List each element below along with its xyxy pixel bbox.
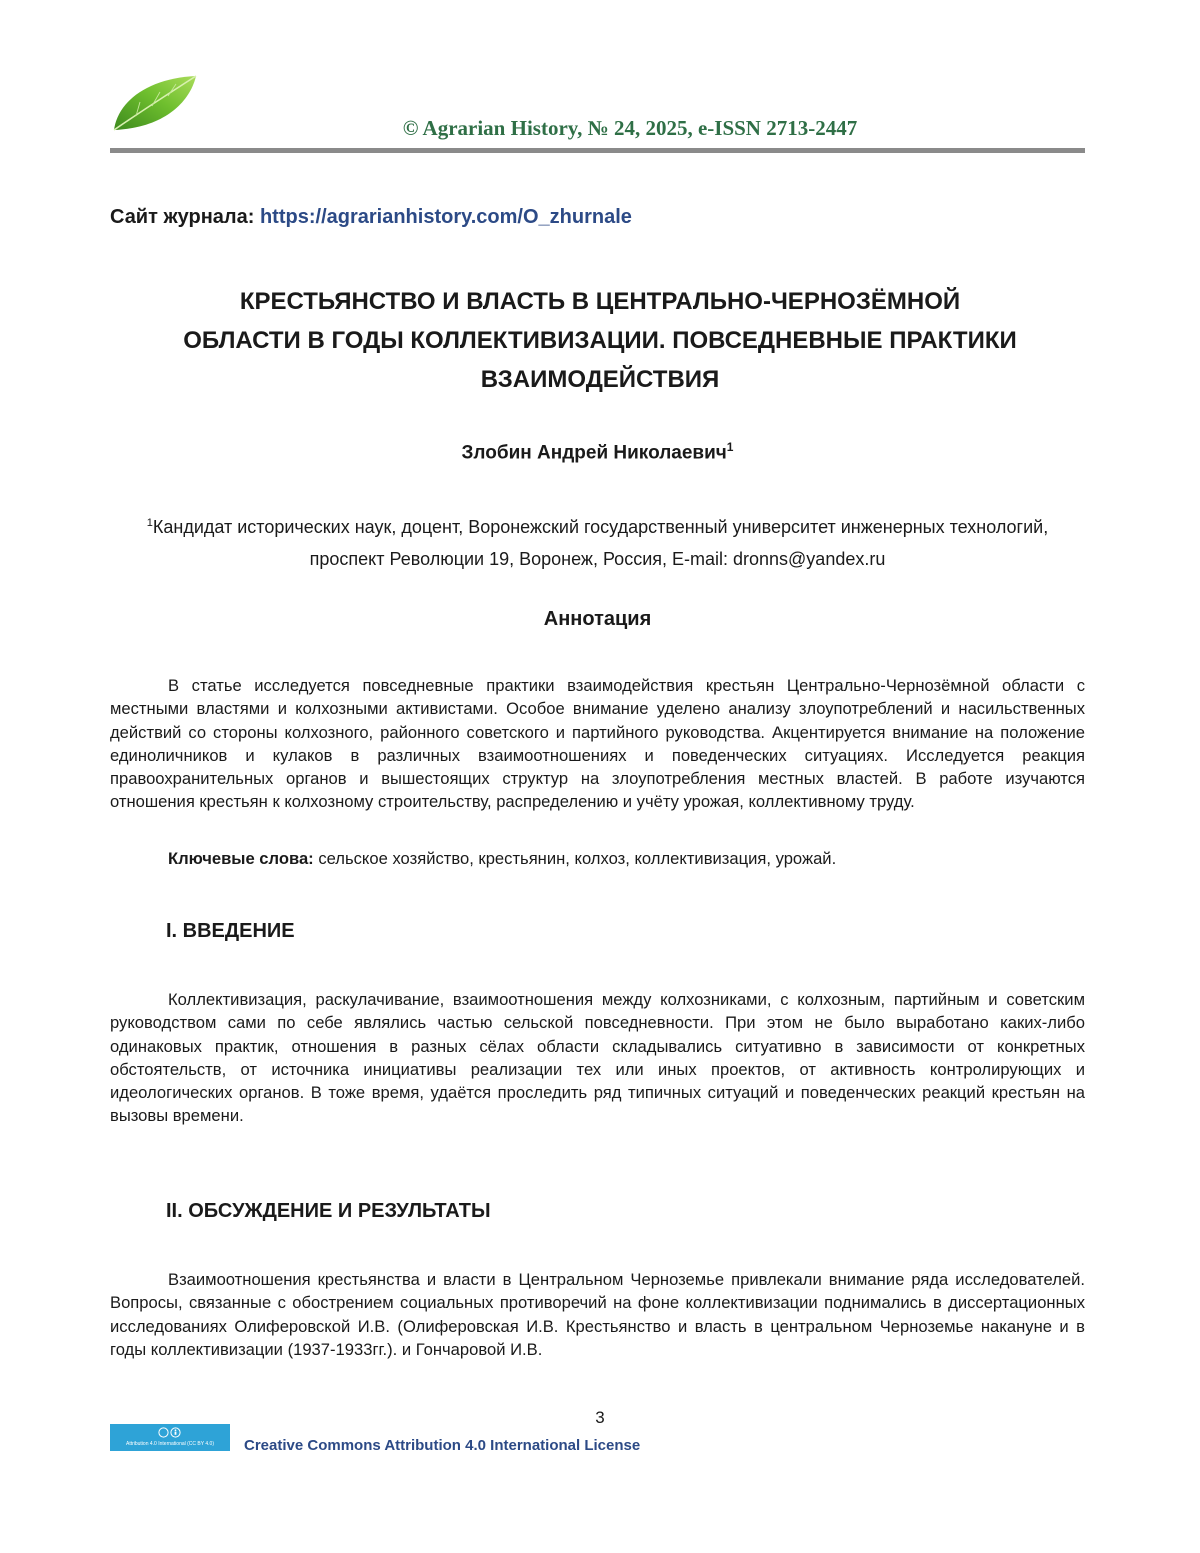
site-link[interactable]: https://agrarianhistory.com/O_zhurnale: [259, 206, 632, 228]
cc-by-icon: [158, 1427, 182, 1440]
affiliation-superscript: 1: [146, 517, 153, 529]
author-text: Злобин Андрей Николаевич: [461, 442, 727, 464]
keywords-line: [168, 849, 836, 869]
section-heading-discussion: II. ОБСУЖДЕНИЕ И РЕЗУЛЬТАТЫ: [166, 1200, 491, 1222]
title-line: КРЕСТЬЯНСТВО И ВЛАСТЬ В ЦЕНТРАЛЬНО-ЧЕРНОЗЁМНОЙ: [239, 288, 961, 315]
title-line: ВЗАИМОДЕЙСТВИЯ: [480, 366, 720, 393]
section-heading-introduction: I. ВВЕДЕНИЕ: [166, 920, 295, 942]
page-number: 3: [595, 1408, 605, 1427]
license-link[interactable]: Creative Commons Attribution 4.0 International License: [244, 1437, 641, 1454]
author-affiliation: [110, 507, 1085, 575]
leaf-icon: [110, 72, 202, 134]
abstract-heading: Аннотация: [543, 608, 652, 630]
journal-header: © Agrarian History, № 24, 2025, e-ISSN 2713-2447: [402, 116, 858, 140]
abstract-text: В статье исследуется повседневные практики взаимодействия крестьян Центрально-Чернозёмной области с местными властями и колхозными активистами. Особое внимание уделено анализу злоупотреблений и насильственных действий со стороны колхозного, районного советского и партийного руководства. Акцентируется внимание на положение единоличников и кулаков в различных взаимоотношениях и поведенческих ситуациях. Исследуется реакция правоохранительных органов и вышестоящих структур на злоупотребления местных властей. В работе изучаются отношения крестьян к колхозному строительству, распределению и учёту урожая, коллективному труду.: [110, 676, 1085, 812]
keywords-label: Ключевые слова:: [168, 849, 314, 868]
section-text-introduction: Коллективизация, раскулачивание, взаимоотношения между колхозниками, с колхозным, партийным и советским руководством сами по себе являлись частью сельской повседневности. При этом не было выработано каких-либо одинаковых практик, отношения в разных сёлах области складывались ситуативно в зависимости от конкретных обстоятельств, от источника инициативы реализации тех или иных проектов, от активность контролирующих и идеологических органов. В тоже время, удаётся проследить ряд типичных ситуаций и поведенческих реакций крестьян на вызовы времени.: [110, 990, 1085, 1126]
article-title: [100, 282, 1100, 399]
journal-site-line: [110, 206, 632, 229]
title-line: ОБЛАСТИ В ГОДЫ КОЛЛЕКТИВИЗАЦИИ. ПОВСЕДНЕВНЫЕ ПРАКТИКИ: [183, 327, 1017, 354]
cc-by-license-badge[interactable]: [110, 1424, 230, 1451]
affiliation-text: Кандидат исторических наук, доцент, Воронежский государственный университет инженерных технологий, проспект Революции 19, Воронеж, Россия, E-mail: dronns@yandex.ru: [152, 517, 1049, 569]
badge-caption: Attribution 4.0 International (CC BY 4.0): [125, 1441, 214, 1447]
header-divider: [110, 148, 1085, 153]
author-name: [110, 440, 1085, 464]
keywords-value: сельское хозяйство, крестьянин, колхоз, коллективизация, урожай.: [313, 849, 837, 868]
section-text-discussion: Взаимоотношения крестьянства и власти в Центральном Черноземье привлекали внимание ряда исследователей. Вопросы, связанные с обострением социальных противоречий на фоне коллективизации поднимались в диссертационных исследованиях Олиферовской И.В. (Олиферовская И.В. Крестьянство и власть в центральном Черноземье накануне и в годы коллективизации (1937-1933гг.). и Гончаровой И.В.: [110, 1270, 1085, 1359]
author-superscript: 1: [726, 440, 734, 454]
site-label: Сайт журнала:: [110, 206, 255, 228]
